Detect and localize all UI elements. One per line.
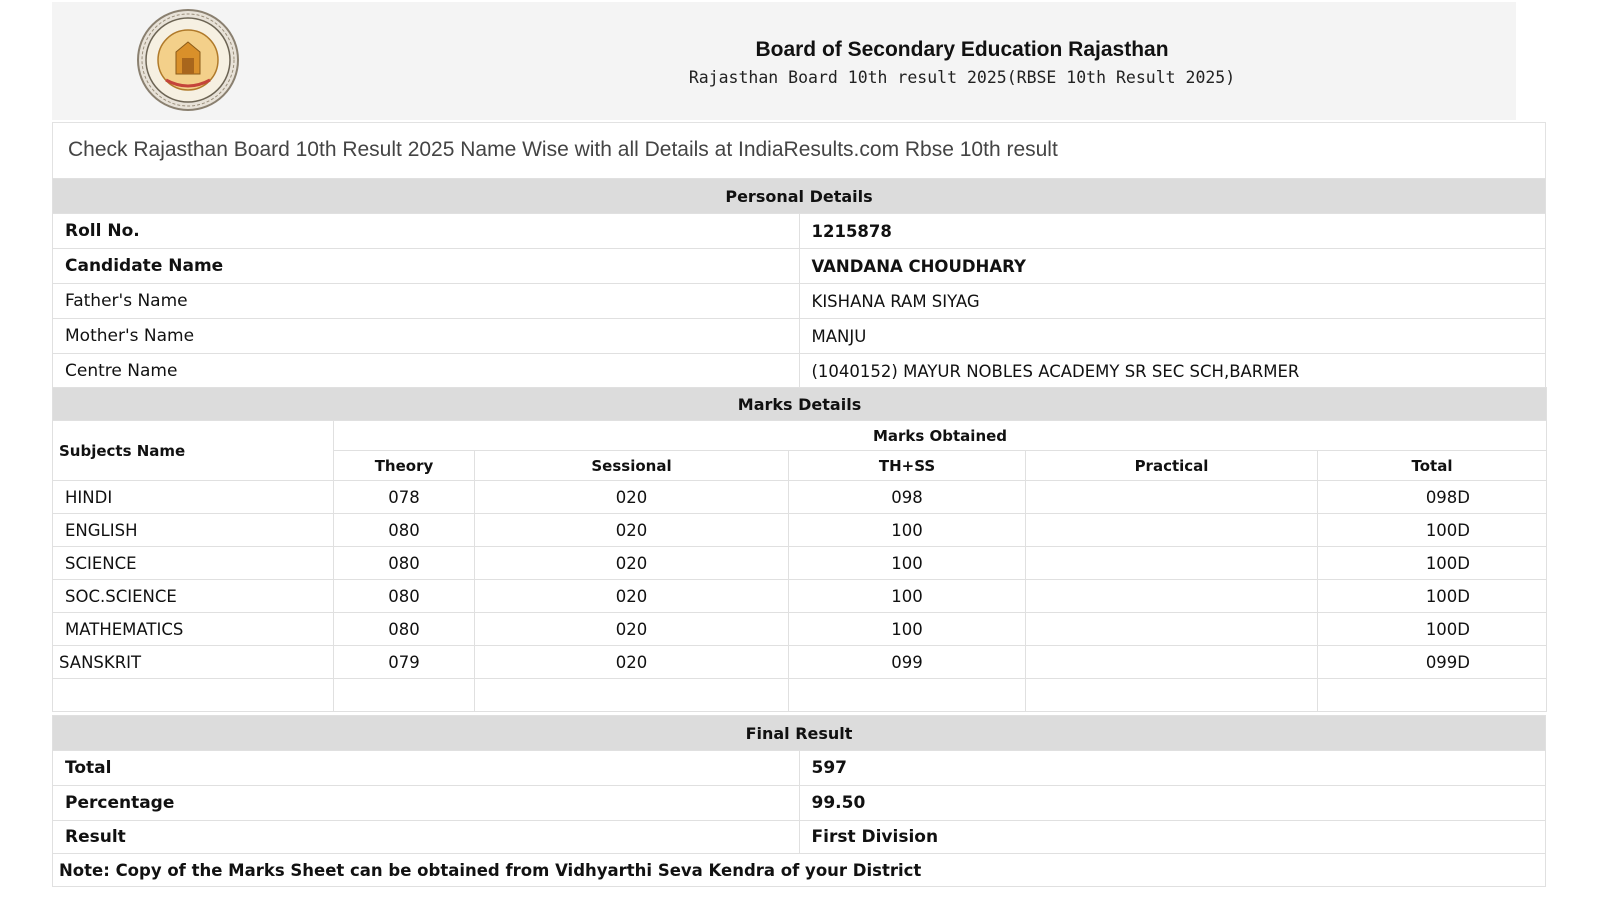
table-row — [53, 580, 1547, 613]
thss-mark: 099 — [789, 646, 1026, 679]
percentage-label: Percentage — [53, 786, 800, 821]
subject-name: HINDI — [53, 481, 334, 514]
thss-mark: 100 — [789, 514, 1026, 547]
table-row — [53, 613, 1547, 646]
theory-header: Theory — [334, 451, 475, 481]
candidate-name-label: Candidate Name — [53, 249, 800, 284]
practical-mark — [1026, 481, 1318, 514]
theory-mark: 080 — [334, 613, 475, 646]
total-header: Total — [1318, 451, 1547, 481]
practical-mark — [1026, 580, 1318, 613]
percentage-value: 99.50 — [799, 786, 1546, 821]
thss-mark: 100 — [789, 580, 1026, 613]
sessional-mark: 020 — [475, 481, 789, 514]
table-row — [53, 786, 1546, 821]
centre-name-value: (1040152) MAYUR NOBLES ACADEMY SR SEC SCH,BARMER — [799, 354, 1546, 389]
sessional-mark: 020 — [475, 547, 789, 580]
marks-details-table — [52, 387, 1547, 712]
personal-details-table — [52, 178, 1546, 389]
intro-box — [52, 122, 1546, 178]
practical-mark — [1026, 613, 1318, 646]
table-row — [53, 214, 1546, 249]
thss-header: TH+SS — [789, 451, 1026, 481]
sessional-header: Sessional — [475, 451, 789, 481]
total-mark: 100D — [1318, 613, 1547, 646]
result-value: First Division — [799, 821, 1546, 854]
sessional-mark: 020 — [475, 580, 789, 613]
table-row — [53, 354, 1546, 389]
subject-name: SOC.SCIENCE — [53, 580, 334, 613]
thss-mark: 098 — [789, 481, 1026, 514]
practical-header: Practical — [1026, 451, 1318, 481]
thss-mark: 100 — [789, 547, 1026, 580]
theory-mark: 078 — [334, 481, 475, 514]
father-name-label: Father's Name — [53, 284, 800, 319]
sessional-mark: 020 — [475, 613, 789, 646]
table-row — [53, 646, 1547, 679]
marksheet-note: Note: Copy of the Marks Sheet can be obtained from Vidhyarthi Seva Kendra of your District — [53, 854, 1546, 887]
empty-row — [53, 679, 1547, 712]
theory-mark: 080 — [334, 514, 475, 547]
total-mark: 100D — [1318, 580, 1547, 613]
theory-mark: 080 — [334, 580, 475, 613]
mother-name-label: Mother's Name — [53, 319, 800, 354]
total-mark: 099D — [1318, 646, 1547, 679]
table-row — [53, 547, 1547, 580]
table-row — [53, 821, 1546, 854]
theory-mark: 080 — [334, 547, 475, 580]
practical-mark — [1026, 547, 1318, 580]
board-subtitle: Rajasthan Board 10th result 2025(RBSE 10th Result 2025) — [688, 68, 1236, 87]
total-mark: 100D — [1318, 514, 1547, 547]
total-label: Total — [53, 751, 800, 786]
subject-name: SANSKRIT — [53, 646, 334, 679]
table-row — [53, 751, 1546, 786]
roll-no-label: Roll No. — [53, 214, 800, 249]
table-row — [53, 514, 1547, 547]
practical-mark — [1026, 514, 1318, 547]
marks-obtained-header: Marks Obtained — [334, 421, 1547, 451]
marks-details-heading: Marks Details — [53, 388, 1547, 421]
board-header — [52, 2, 1516, 120]
note-row — [53, 854, 1546, 887]
table-row — [53, 481, 1547, 514]
roll-no-value: 1215878 — [799, 214, 1546, 249]
subject-name: MATHEMATICS — [53, 613, 334, 646]
result-label: Result — [53, 821, 800, 854]
practical-mark — [1026, 646, 1318, 679]
table-row — [53, 319, 1546, 354]
total-mark: 098D — [1318, 481, 1547, 514]
rbse-emblem-icon — [136, 8, 240, 112]
centre-name-label: Centre Name — [53, 354, 800, 389]
subjects-name-header: Subjects Name — [53, 421, 334, 481]
total-mark: 100D — [1318, 547, 1547, 580]
table-row — [53, 249, 1546, 284]
theory-mark: 079 — [334, 646, 475, 679]
father-name-value: KISHANA RAM SIYAG — [799, 284, 1546, 319]
intro-text: Check Rajasthan Board 10th Result 2025 Name Wise with all Details at IndiaResults.com Rbse 10th result — [68, 138, 1058, 161]
subject-name: SCIENCE — [53, 547, 334, 580]
sessional-mark: 020 — [475, 646, 789, 679]
board-title: Board of Secondary Education Rajasthan — [755, 38, 1169, 61]
table-row — [53, 284, 1546, 319]
final-result-table — [52, 715, 1546, 887]
mother-name-value: MANJU — [799, 319, 1546, 354]
final-result-heading: Final Result — [53, 716, 1546, 751]
sessional-mark: 020 — [475, 514, 789, 547]
subject-name: ENGLISH — [53, 514, 334, 547]
personal-details-heading: Personal Details — [53, 179, 1546, 214]
candidate-name-value: VANDANA CHOUDHARY — [799, 249, 1546, 284]
thss-mark: 100 — [789, 613, 1026, 646]
total-value: 597 — [799, 751, 1546, 786]
